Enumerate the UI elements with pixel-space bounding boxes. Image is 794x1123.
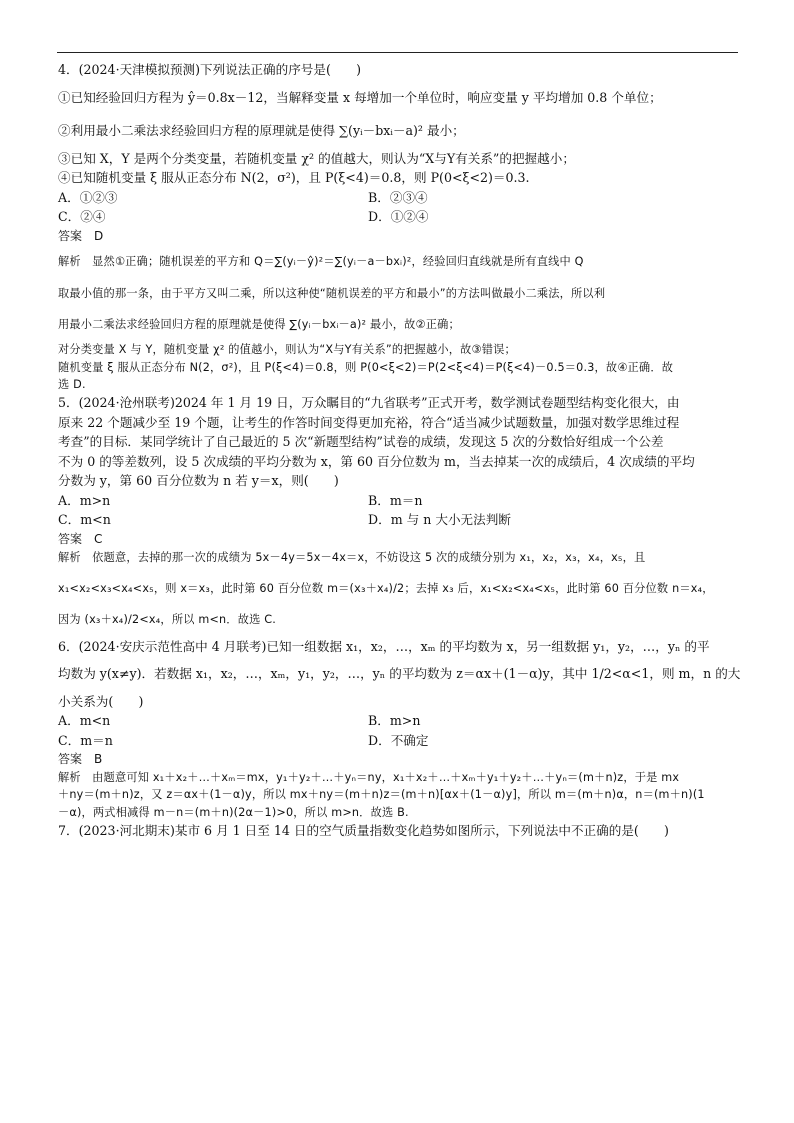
document-body [58, 60, 740, 840]
q4-analysis-line-6: 选 D. [58, 378, 86, 391]
q4-option-d: D．①②④ [368, 209, 429, 225]
q4-option-a: A．①②③ [58, 189, 118, 205]
q6-analysis-line-3: －α)，两式相减得 m－n＝(m＋n)(2α－1)>0，所以 m>n．故选 B. [58, 805, 409, 819]
q6-analysis-line-1: 解析 由题意可知 x₁＋x₂＋…＋xₘ＝mx，y₁＋y₂＋…＋yₙ＝ny，x₁＋x₂＋…＋xₘ＋y₁＋y₂＋…＋yₙ＝(m＋n)z，于是 mx [58, 770, 680, 784]
q5-option-a: A．m>n [58, 492, 111, 508]
q4-analysis-line-3: 用最小二乘法求经验回归方程的原理就是使得 ∑(yᵢ－bxᵢ－a)² 最小，故②正确； [58, 317, 460, 331]
q6-option-a: A．m<n [58, 713, 111, 729]
q5-answer: 答案 C [58, 531, 103, 546]
q5-analysis-line-3: 因为 (x₃＋x₄)/2<x₄，所以 m<n．故选 C. [58, 613, 276, 627]
header-rule [57, 52, 738, 53]
q5-option-b: B．m＝n [368, 492, 423, 508]
q4-analysis-line-5: 随机变量 ξ 服从正态分布 N(2，σ²)，且 P(ξ<4)＝0.8，则 P(0<ξ<2)＝P(2<ξ<4)＝P(ξ<4)－0.5＝0.3，故④正确．故 [58, 360, 674, 374]
q5-stem-line-3: 考查”的目标．某同学统计了自己最近的 5 次“新题型结构”试卷的成绩，发现这 5 次的分数恰好组成一个公差 [58, 434, 664, 450]
q5-option-d: D．m 与 n 大小无法判断 [368, 512, 511, 528]
q4-option-b: B．②③④ [368, 189, 428, 205]
q6-option-b: B．m>n [368, 713, 421, 729]
q5-analysis-line-2: x₁<x₂<x₃<x₄<x₅，则 x＝x₃，此时第 60 百分位数 m＝(x₃＋x₄)/2；去掉 x₃ 后，x₁<x₂<x₄<x₅，此时第 60 百分位数 n＝x₄， [58, 581, 714, 595]
q5-stem-line-4: 不为 0 的等差数列，设 5 次成绩的平均分数为 x，第 60 百分位数为 m，当去掉某一次的成绩后，4 次成绩的平均 [58, 453, 695, 469]
q4-options-row-1 [58, 188, 740, 208]
q6-stem-line-2: 均数为 y(x≠y)．若数据 x₁，x₂，…，xₘ，y₁，y₂，…，yₙ 的平均数为 z＝αx＋(1－α)y，其中 1/2<α<1，则 m，n 的大 [58, 666, 741, 682]
q6-option-d: D．不确定 [368, 732, 429, 748]
q4-item-2: ②利用最小二乘法求经验回归方程的原理就是使得 ∑(yᵢ－bxᵢ－a)² 最小； [58, 123, 465, 139]
q4-analysis-line-2: 取最小值的那一条，由于平方又叫二乘，所以这种使“随机误差的平方和最小”的方法叫做最小二乘法，所以利 [58, 286, 606, 300]
q7-stem: 7．(2023·河北期末)某市 6 月 1 日至 14 日的空气质量指数变化趋势如图所示，下列说法中不正确的是( ) [58, 822, 669, 838]
q4-analysis-line-4: 对分类变量 X 与 Y，随机变量 χ² 的值越小，则认为“X与Y有关系”的把握越小，故③错误； [58, 343, 516, 357]
q5-option-c: C．m<n [58, 512, 111, 528]
q6-options-row-1 [58, 711, 740, 731]
q4-analysis-line-1: 解析 显然①正确；随机误差的平方和 Q＝∑(yᵢ－ŷ)²＝∑(yᵢ－a－bxᵢ)²，经验回归直线就是所有直线中 Q [58, 255, 584, 269]
q6-options-row-2 [58, 731, 740, 751]
q4-item-3: ③已知 X，Y 是两个分类变量，若随机变量 χ² 的值越大，则认为“X与Y有关系”的把握越小； [58, 150, 575, 166]
q4-item-1: ①已知经验回归方程为 ŷ＝0.8x－12，当解释变量 x 每增加一个单位时，响应变量 y 平均增加 0.8 个单位； [58, 89, 662, 105]
q4-option-c: C．②④ [58, 209, 106, 225]
q5-stem-line-5: 分数为 y，第 60 百分位数为 n 若 y＝x，则( ) [58, 473, 339, 489]
q5-options-row-1 [58, 491, 740, 511]
q4-item-4: ④已知随机变量 ξ 服从正态分布 N(2，σ²)，且 P(ξ<4)＝0.8，则 P(0<ξ<2)＝0.3. [58, 170, 530, 186]
q5-analysis-line-1: 解析 依题意，去掉的那一次的成绩为 5x－4y＝5x－4x＝x，不妨设这 5 次的成绩分别为 x₁，x₂，x₃，x₄，x₅，且 [58, 550, 646, 564]
q5-stem-line-1: 5．(2024·沧州联考)2024 年 1 月 19 日，万众瞩目的“九省联考”正式开考，数学测试卷题型结构变化很大，由 [58, 395, 680, 411]
q5-stem-line-2: 原来 22 个题减少至 19 个题，让考生的作答时间变得更加充裕，符合“适当减少试题数量，加强对数学思维过程 [58, 414, 680, 430]
q6-stem-line-1: 6．(2024·安庆示范性高中 4 月联考)已知一组数据 x₁，x₂，…，xₘ 的平均数为 x，另一组数据 y₁，y₂，…，yₙ 的平 [58, 638, 710, 654]
q6-analysis-line-2: ＋ny＝(m＋n)z，又 z＝αx＋(1－α)y，所以 mx＋ny＝(m＋n)z＝(m＋n)[αx＋(1－α)y]，所以 m＝(m＋n)α，n＝(m＋n)(1 [58, 788, 705, 802]
q6-stem-line-3: 小关系为( ) [58, 693, 144, 709]
q4-answer: 答案 D [58, 228, 104, 243]
q5-options-row-2 [58, 510, 740, 530]
q6-option-c: C．m＝n [58, 732, 113, 748]
q6-answer: 答案 B [58, 752, 103, 767]
q4-stem: 4．(2024·天津模拟预测)下列说法正确的序号是( ) [58, 62, 362, 77]
q4-options-row-2 [58, 207, 740, 227]
